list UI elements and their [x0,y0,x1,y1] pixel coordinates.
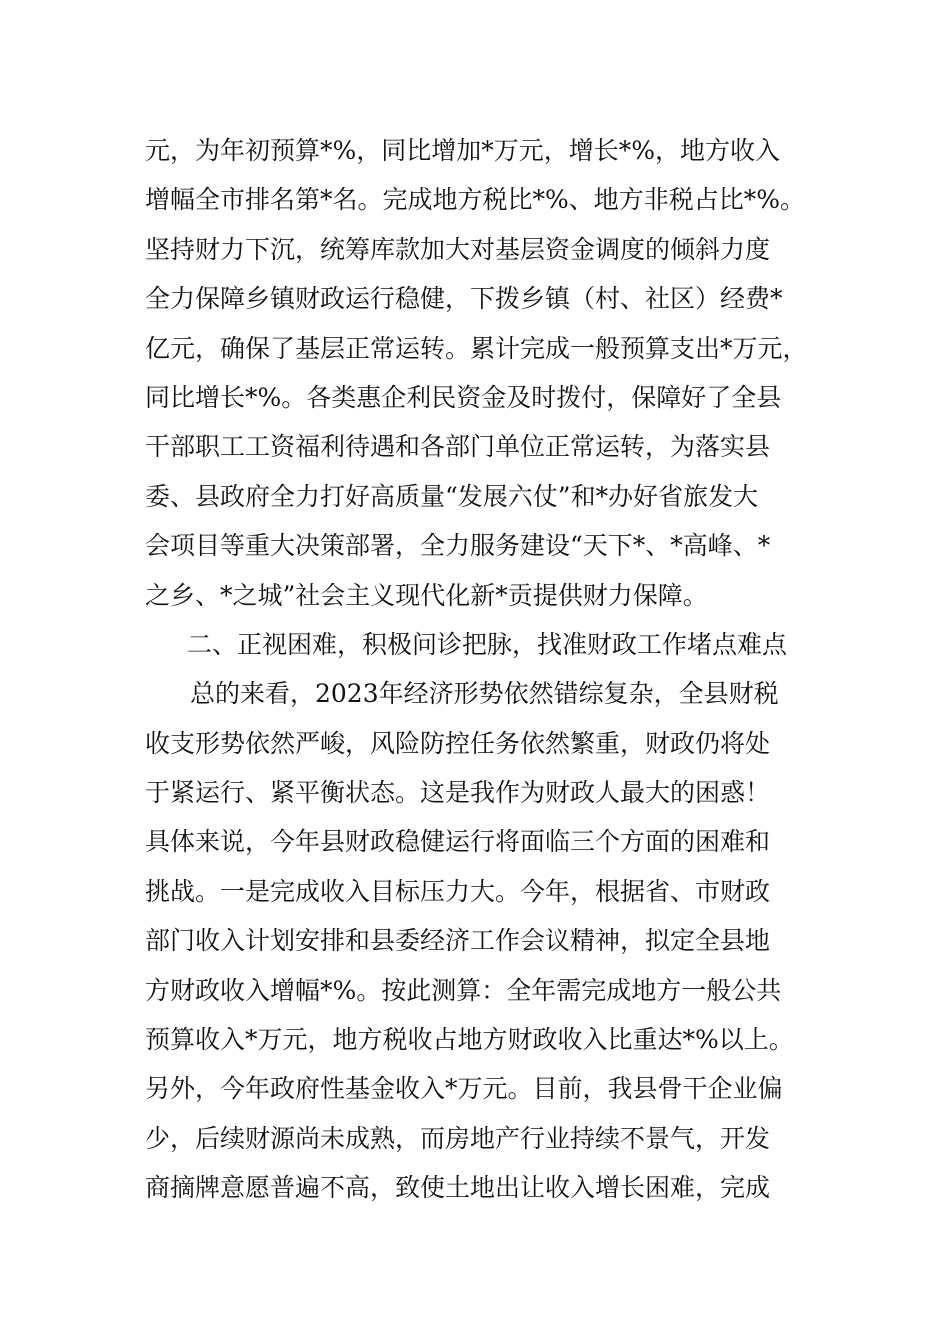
text-line: 于紧运行、紧平衡状态。这是我作为财政人最大的困惑！ [145,778,771,808]
text-line: 增幅全市排名第*名。完成地方税比*%、地方非税占比*%。 [145,185,806,215]
text-line: 部门收入计划安排和县委经济工作会议精神，拟定全县地 [145,926,771,956]
text-line: 会项目等重大决策部署，全力服务建设“天下*、*高峰、* [145,531,771,561]
text-line: 元，为年初预算*%，同比增加*万元，增长*%，地方收入 [145,136,781,165]
text-line: 坚持财力下沉，统筹库款加大对基层资金调度的倾斜力度 [145,234,771,264]
text-line: 少，后续财源尚未成熟，而房地产行业持续不景气，开发 [145,1123,771,1153]
document-body [145,126,845,1213]
text-line: 同比增长*%。各类惠企利民资金及时拨付，保障好了全县 [145,382,782,412]
text-line: 干部职工工资福利待遇和各部门单位正常运转，为落实县 [145,432,771,462]
text-line: 具体来说，今年县财政稳健运行将面临三个方面的困难和 [145,827,771,857]
paragraph-first-line: 总的来看，2023年经济形势依然错综复杂，全县财税 [190,679,779,709]
text-line: 挑战。一是完成收入目标压力大。今年，根据省、市财政 [145,876,771,906]
text-line: 全力保障乡镇财政运行稳健，下拨乡镇（村、社区）经费* [145,284,783,314]
text-line: 方财政收入增幅*%。按此测算：全年需完成地方一般公共 [145,975,782,1005]
text-line: 另外，今年政府性基金收入*万元。目前，我县骨干企业偏 [145,1074,783,1104]
text-line: 亿元，确保了基层正常运转。累计完成一般预算支出*万元， [145,333,808,363]
text-line: 之乡、*之城”社会主义现代化新*贡提供财力保障。 [145,580,708,610]
text-line: 商摘牌意愿普遍不高，致使土地出让收入增长困难，完成 [145,1173,771,1203]
section-heading: 二、正视困难，积极问诊把脉，找准财政工作堵点难点 [187,629,788,659]
text-line: 委、县政府全力打好高质量“发展六仗”和*办好省旅发大 [145,481,759,511]
text-line: 收支形势依然严峻，风险防控任务依然繁重，财政仍将处 [145,728,771,758]
text-line: 预算收入*万元，地方税收占地方财政收入比重达*%以上。 [145,1025,794,1055]
